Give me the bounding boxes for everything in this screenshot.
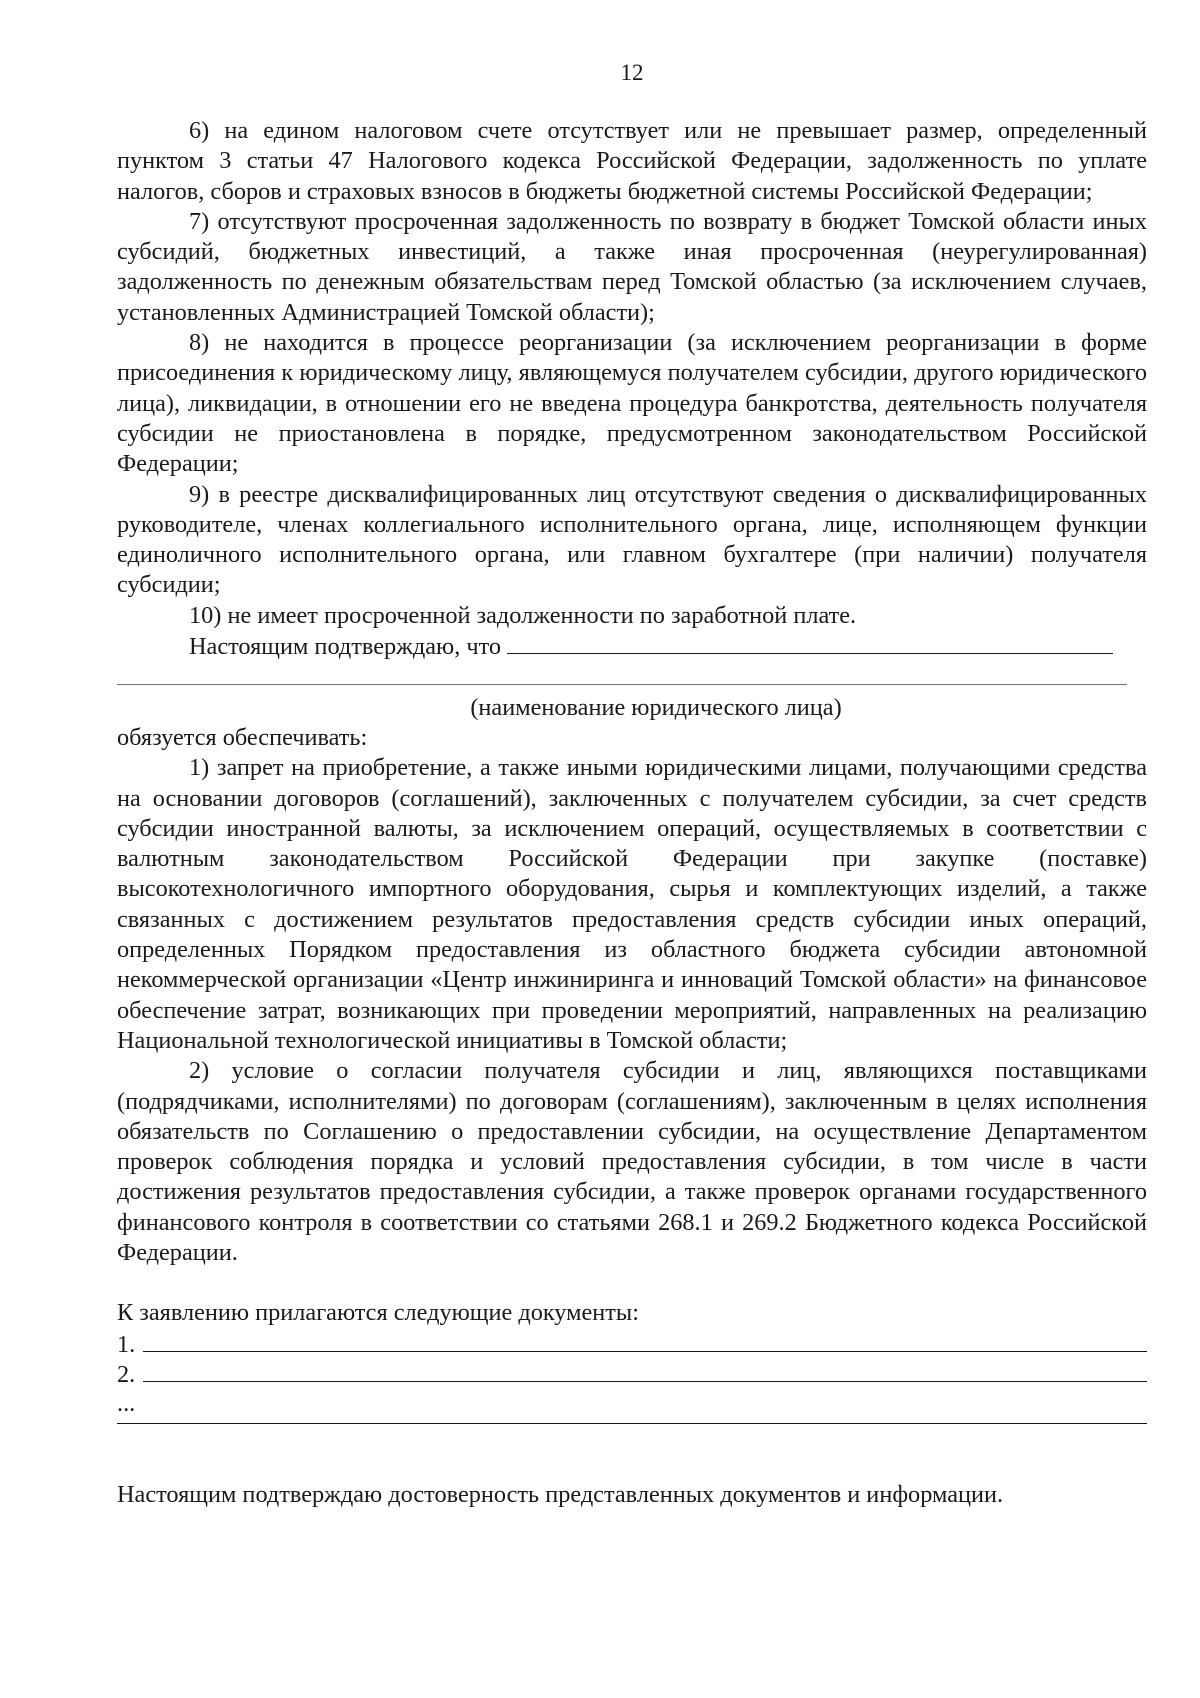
- entity-name-caption: (наименование юридического лица): [470, 693, 842, 721]
- condition-7: 7) отсутствуют просроченная задолженность по возврату в бюджет Томской области иных субсидий, бюджетных инвестиций, а также иная просроченная (неурегулированная) задолженность по денежным обязательствам перед Томской областью (за исключением случаев, установленных Администрацией Томской области);: [117, 207, 1147, 326]
- attachment-number-1: 1.: [117, 1330, 136, 1358]
- attachment-row-1: [117, 1329, 1147, 1359]
- document-body: [117, 116, 1147, 1510]
- attachment-number-2: 2.: [117, 1360, 136, 1388]
- condition-10: 10) не имеет просроченной задолженности по заработной плате.: [189, 601, 857, 629]
- obligation-1: 1) запрет на приобретение, а также иными юридическими лицами, получающими средства на основании договоров (соглашений), заключенных с получателем субсидии, за счет средств субсидии иностранной валюты, за исключением операций, осуществляемых в соответствии с валютным законодательством Российской Федерации при закупке (поставке) высокотехнологичного импортного оборудования, сырья и комплектующих изделий, а также связанных с достижением результатов предоставления средств субсидии иных операций, определенных Порядком предоставления из областного бюджета субсидии автономной некоммерческой организации «Центр инжиниринга и инноваций Томской области» на финансовое обеспечение затрат, возникающих при проведении мероприятий, направленных на реализацию Национальной технологической инициативы в Томской области;: [117, 754, 1147, 1054]
- attachment-ellipsis: ...: [117, 1390, 136, 1418]
- condition-6: 6) на едином налоговом счете отсутствует или не превышает размер, определенный пунктом 3 статьи 47 Налогового кодекса Российской Федерации, задолженность по уплате налогов, сборов и страховых взносов в бюджеты бюджетной системы Российской Федерации;: [117, 117, 1147, 205]
- attachment-blank-2[interactable]: [143, 1359, 1147, 1382]
- confirmation-line: [117, 631, 1147, 662]
- condition-8: 8) не находится в процессе реорганизации (за исключением реорганизации в форме присоединения к юридическому лицу, являющемуся получателем субсидии, другого юридического лица), ликвидации, в отношении его не введена процедура банкротства, деятельность получателя субсидии не приостановлена в порядке, предусмотренном законодательством Российской Федерации;: [117, 329, 1147, 478]
- confirmation-prefix: Настоящим подтверждаю, что: [189, 633, 502, 661]
- entity-name-blank-continued[interactable]: [117, 662, 1147, 692]
- attachment-row-2: [117, 1359, 1147, 1389]
- obligation-intro: обязуется обеспечивать:: [117, 723, 368, 751]
- obligation-2: 2) условие о согласии получателя субсидии и лиц, являющихся поставщиками (подрядчиками, исполнителями) по договорам (соглашениям), заключенным в целях исполнения обязательств по Соглашению о предоставлении субсидии, на осуществление Департаментом проверок соблюдения порядка и условий предоставления субсидии, в том числе в части достижения результатов предоставления субсидии, а также проверок органами государственного финансового контроля в соответствии со статьями 268.1 и 269.2 Бюджетного кодекса Российской Федерации.: [117, 1057, 1147, 1266]
- attachments-intro: К заявлению прилагаются следующие документы:: [117, 1299, 639, 1327]
- entity-name-blank[interactable]: [507, 631, 1113, 654]
- page-number: 12: [620, 60, 644, 85]
- attachment-blank-extra[interactable]: [117, 1419, 1147, 1449]
- attachment-blank-1[interactable]: [143, 1329, 1147, 1352]
- condition-9: 9) в реестре дисквалифицированных лиц отсутствуют сведения о дисквалифицированных руководителе, членах коллегиального исполнительного органа, лице, исполняющем функции единоличного исполнительного органа, или главном бухгалтере (при наличии) получателя субсидии;: [117, 480, 1147, 599]
- final-statement: Настоящим подтверждаю достоверность представленных документов и информации.: [117, 1480, 1004, 1508]
